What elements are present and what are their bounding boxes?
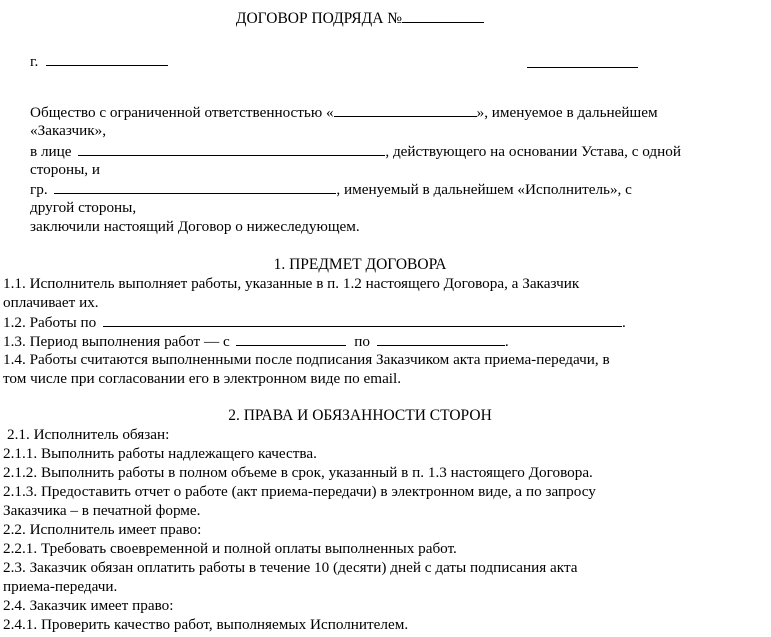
clause-2-3-line-2: приема-передачи. (3, 578, 118, 595)
section-2-title: 2. ПРАВА И ОБЯЗАННОСТИ СТОРОН (228, 407, 492, 424)
end-date-blank[interactable] (377, 331, 505, 346)
clause-2-1-3-line-1: 2.1.3. Предоставить отчет о работе (акт приема-передачи) в электронном виде, а по запросу (3, 483, 596, 500)
preamble-text-3a: в лице (30, 143, 72, 160)
clause-2-1-1: 2.1.1. Выполнить работы надлежащего качества. (3, 445, 317, 462)
preamble-line-1 (30, 102, 658, 122)
preamble-line-6: другой стороны, (30, 199, 137, 216)
clause-1-1-line-1: 1.1. Исполнитель выполняет работы, указанные в п. 1.2 настоящего Договора, а Заказчик (3, 275, 580, 292)
clause-1-4-line-2: том числе при согласовании его в электронном виде по email. (3, 370, 402, 387)
clause-1-3-period: . (504, 333, 509, 350)
clause-1-3-text: 1.3. Период выполнения работ — с (3, 333, 230, 350)
clause-1-2 (3, 312, 626, 332)
clause-1-3 (3, 331, 509, 351)
clause-1-2-text: 1.2. Работы по (3, 314, 97, 331)
clause-2-2-1: 2.2.1. Требовать своевременной и полной оплаты выполненных работ. (3, 540, 457, 557)
representative-blank[interactable] (78, 141, 385, 156)
clause-2-1-3-line-2: Заказчика – в печатной форме. (3, 502, 201, 519)
clause-1-3-to: по (354, 333, 371, 350)
city-prefix: г. (30, 53, 39, 70)
preamble-text-5b: , именуемый в дальнейшем «Исполнитель», с (336, 181, 632, 198)
company-name-blank[interactable] (334, 102, 477, 117)
city-line (30, 51, 168, 71)
clause-1-2-period: . (622, 314, 626, 331)
document-title (0, 8, 720, 29)
preamble-line-5 (30, 179, 632, 199)
preamble-line-4: стороны, и (30, 161, 101, 178)
clause-2-1: 2.1. Исполнитель обязан: (7, 426, 170, 443)
clause-2-4: 2.4. Заказчик имеет право: (3, 597, 174, 614)
preamble-line-7: заключили настоящий Договор о нижеследующем. (30, 218, 360, 235)
city-blank[interactable] (46, 51, 168, 66)
preamble-text-3b: , действующего на основании Устава, с одной (385, 143, 681, 160)
contract-number-blank[interactable] (402, 8, 484, 23)
clause-1-1-line-2: оплачивает их. (3, 294, 99, 311)
preamble-text-1b: », именуемое в дальнейшем (476, 104, 658, 121)
date-blank[interactable] (527, 66, 638, 68)
preamble-line-2: «Заказчик», (30, 122, 107, 139)
preamble-text-1a: Общество с ограниченной ответственностью « (30, 104, 334, 121)
start-date-blank[interactable] (236, 331, 346, 346)
preamble-line-3 (30, 141, 681, 161)
works-description-blank[interactable] (103, 312, 622, 327)
clause-2-3-line-1: 2.3. Заказчик обязан оплатить работы в течение 10 (десяти) дней с даты подписания акта (3, 559, 578, 576)
section-1-title: 1. ПРЕДМЕТ ДОГОВОРА (273, 256, 447, 273)
clause-1-4-line-1: 1.4. Работы считаются выполненными после подписания Заказчиком акта приема-передачи, в (3, 351, 610, 368)
contractor-name-blank[interactable] (54, 179, 336, 194)
clause-2-4-1: 2.4.1. Проверить качество работ, выполняемых Исполнителем. (3, 616, 409, 633)
clause-2-1-2: 2.1.2. Выполнить работы в полном объеме в срок, указанный в п. 1.3 настоящего Договора. (3, 464, 593, 481)
preamble-text-5a: гр. (30, 181, 48, 198)
clause-2-2: 2.2. Исполнитель имеет право: (3, 521, 202, 538)
document-title-text: ДОГОВОР ПОДРЯДА № (235, 10, 403, 27)
